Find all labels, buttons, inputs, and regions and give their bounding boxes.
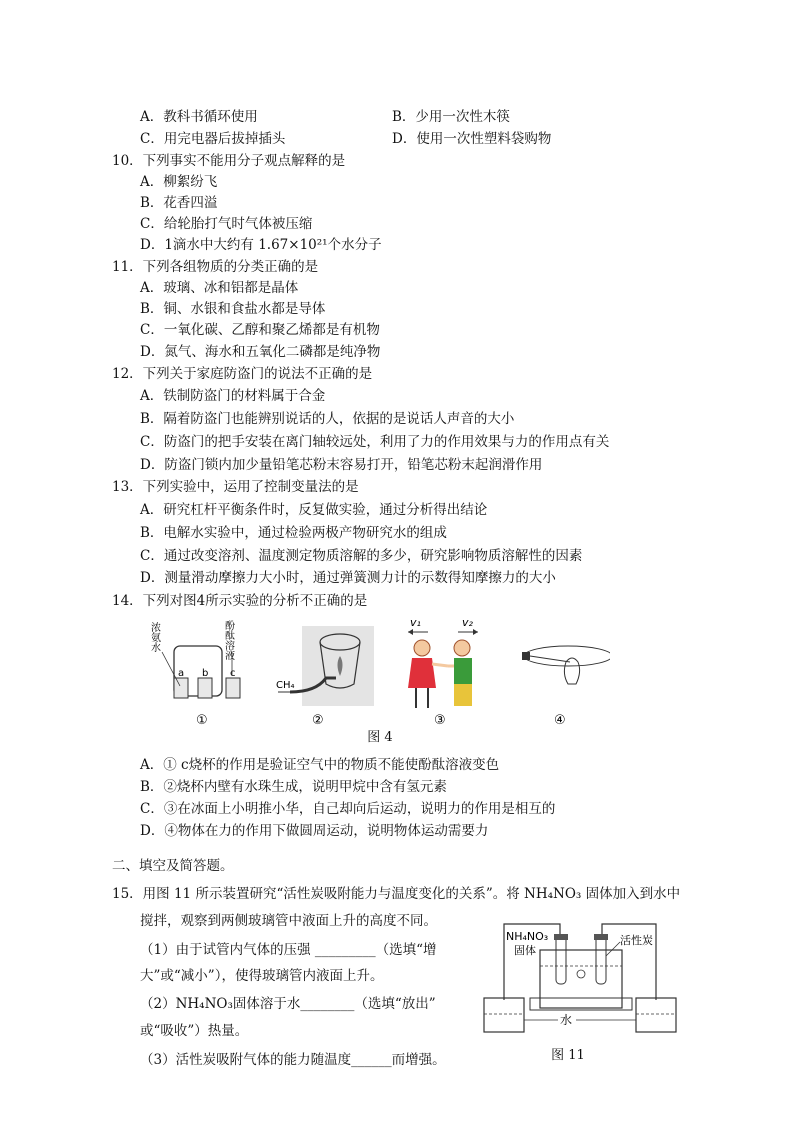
q15-stem-line2: 搅拌，观察到两侧玻璃管中液面上升的高度不同。 (140, 913, 437, 929)
fig4-ammonia-label: 浓氨水 (148, 622, 160, 652)
q15-part1-line2: 大”或“减小”），使得玻璃管内液面上升。 (140, 968, 384, 984)
fig4-hand (564, 658, 579, 684)
fig4-num2: ② (312, 713, 324, 728)
q11-option-d: D．氮气、海水和五氧化二磷都是纯净物 (140, 344, 381, 360)
q9-option-b: B．少用一次性木筷 (392, 109, 510, 125)
fig4-orbit (524, 646, 610, 666)
q9-option-c: C．用完电器后拔掉插头 (140, 131, 286, 147)
fig4-panel2 (276, 626, 374, 728)
fig4-num3: ③ (434, 713, 446, 728)
q9-option-a: A．教科书循环使用 (140, 109, 258, 125)
fig4-v2-label: v₂ (462, 616, 473, 629)
fig4-beaker-b (198, 678, 212, 698)
q12-stem: 12．下列关于家庭防盗门的说法不正确的是 (112, 366, 373, 382)
q11-option-c: C．一氧化碳、乙醇和聚乙烯都是有机物 (140, 322, 380, 338)
section-2-title: 二、填空及简答题。 (112, 858, 234, 874)
q10-option-b: B．花香四溢 (140, 195, 218, 211)
q15-part1-line1: （1）由于试管内气体的压强 _________（选填“增 (140, 942, 437, 958)
q14-option-a: A．① c烧杯的作用是验证空气中的物质不能使酚酞溶液变色 (140, 757, 500, 773)
q14-option-b: B．②烧杯内壁有水珠生成，说明甲烷中含有氢元素 (140, 779, 447, 795)
q11-stem: 11．下列各组物质的分类正确的是 (112, 259, 319, 275)
figure-4 (140, 612, 610, 734)
fig4-panel1 (149, 619, 241, 728)
q11-option-b: B．铜、水银和食盐水都是导体 (140, 301, 326, 317)
fig4-phenol-label: 酚酞溶液 (222, 620, 234, 660)
q13-stem: 13．下列实验中，运用了控制变量法的是 (112, 479, 359, 495)
fig11-left-beaker (484, 998, 524, 1032)
q13-option-b: B．电解水实验中，通过检验两极产物研究水的组成 (140, 525, 447, 541)
fig4-ball (522, 652, 530, 660)
fig11-label-water: 水 (560, 1013, 573, 1027)
fig11-test-tube-right (596, 936, 606, 984)
fig4-label-b: b (202, 668, 209, 679)
fig4-girl-head (414, 640, 430, 656)
fig11-label-nh4no3: NH₄NO₃ (506, 930, 549, 943)
fig11-right-beaker (636, 998, 676, 1032)
q12-option-d: D．防盗门锁内加少量铅笔芯粉末容易打开，铅笔芯粉末起润滑作用 (140, 457, 543, 473)
q12-option-b: B．隔着防盗门也能辨别说话的人，依据的是说话人声音的大小 (140, 411, 515, 427)
fig4-beaker-a (174, 678, 188, 698)
fig4-girl-dress (408, 658, 436, 688)
q15-part2-line2: 或“吸收”）热量。 (140, 1023, 249, 1039)
fig11-center-beaker (540, 950, 622, 1008)
q13-option-d: D．测量滑动摩擦力大小时，通过弹簧测力计的示数得知摩擦力的大小 (140, 570, 556, 586)
q10-option-d: D．1滴水中大约有 1.67×10²¹个水分子 (140, 237, 382, 253)
figure-4-caption: 图 4 (367, 730, 393, 745)
fig11-label-solid: 固体 (514, 944, 536, 957)
fig4-label-c: c (230, 668, 236, 679)
fig4-boy-shirt (454, 658, 472, 684)
q10-stem: 10．下列事实不能用分子观点解释的是 (112, 153, 346, 169)
q12-option-a: A．铁制防盗门的材料属于合金 (140, 388, 326, 404)
q10-option-c: C．给轮胎打气时气体被压缩 (140, 216, 313, 232)
q11-option-a: A．玻璃、冰和铝都是晶体 (140, 280, 299, 296)
q14-stem: 14．下列对图4所示实验的分析不正确的是 (112, 593, 368, 609)
fig4-beaker-c (226, 678, 240, 698)
q15-part3: （3）活性炭吸附气体的能力随温度______而增强。 (140, 1052, 446, 1068)
q12-option-c: C．防盗门的把手安装在离门轴较远处，利用了力的作用效果与力的作用点有关 (140, 434, 610, 450)
fig4-boy-head (454, 640, 470, 656)
q13-option-c: C．通过改变溶剂、温度测定物质溶解的多少，研究影响物质溶解性的因素 (140, 548, 583, 564)
fig4-ch4-label: CH₄ (276, 680, 295, 691)
q15-part2-line1: （2）NH₄NO₃固体溶于水________（选填“放出” (140, 996, 436, 1012)
q10-option-a: A．柳絮纷飞 (140, 174, 218, 190)
fig4-v1-label: v₁ (410, 616, 421, 629)
fig11-label-carbon: 活性炭 (620, 934, 653, 947)
fig4-panel3 (408, 616, 478, 728)
q13-option-a: A．研究杠杆平衡条件时，反复做实验，通过分析得出结论 (140, 502, 488, 518)
fig4-num4: ④ (554, 713, 566, 728)
fig4-label-a: a (178, 668, 185, 679)
figure-11-caption: 图 11 (551, 1048, 585, 1063)
fig4-num1: ① (196, 713, 208, 728)
fig4-boy-pants (454, 684, 472, 706)
q15-stem-line1: 15．用图 11 所示装置研究“活性炭吸附能力与温度变化的关系”。将 NH₄NO₃ 固体加入到水中 (112, 886, 681, 902)
q14-option-c: C．③在冰面上小明推小华，自己却向后运动，说明力的作用是相互的 (140, 801, 556, 817)
q9-option-d: D．使用一次性塑料袋购物 (392, 131, 552, 147)
fig11-test-tube-left (556, 936, 566, 984)
figure-11 (474, 912, 690, 1040)
fig4-panel4 (522, 646, 610, 728)
q14-option-d: D．④物体在力的作用下做圆周运动，说明物体运动需要力 (140, 823, 489, 839)
